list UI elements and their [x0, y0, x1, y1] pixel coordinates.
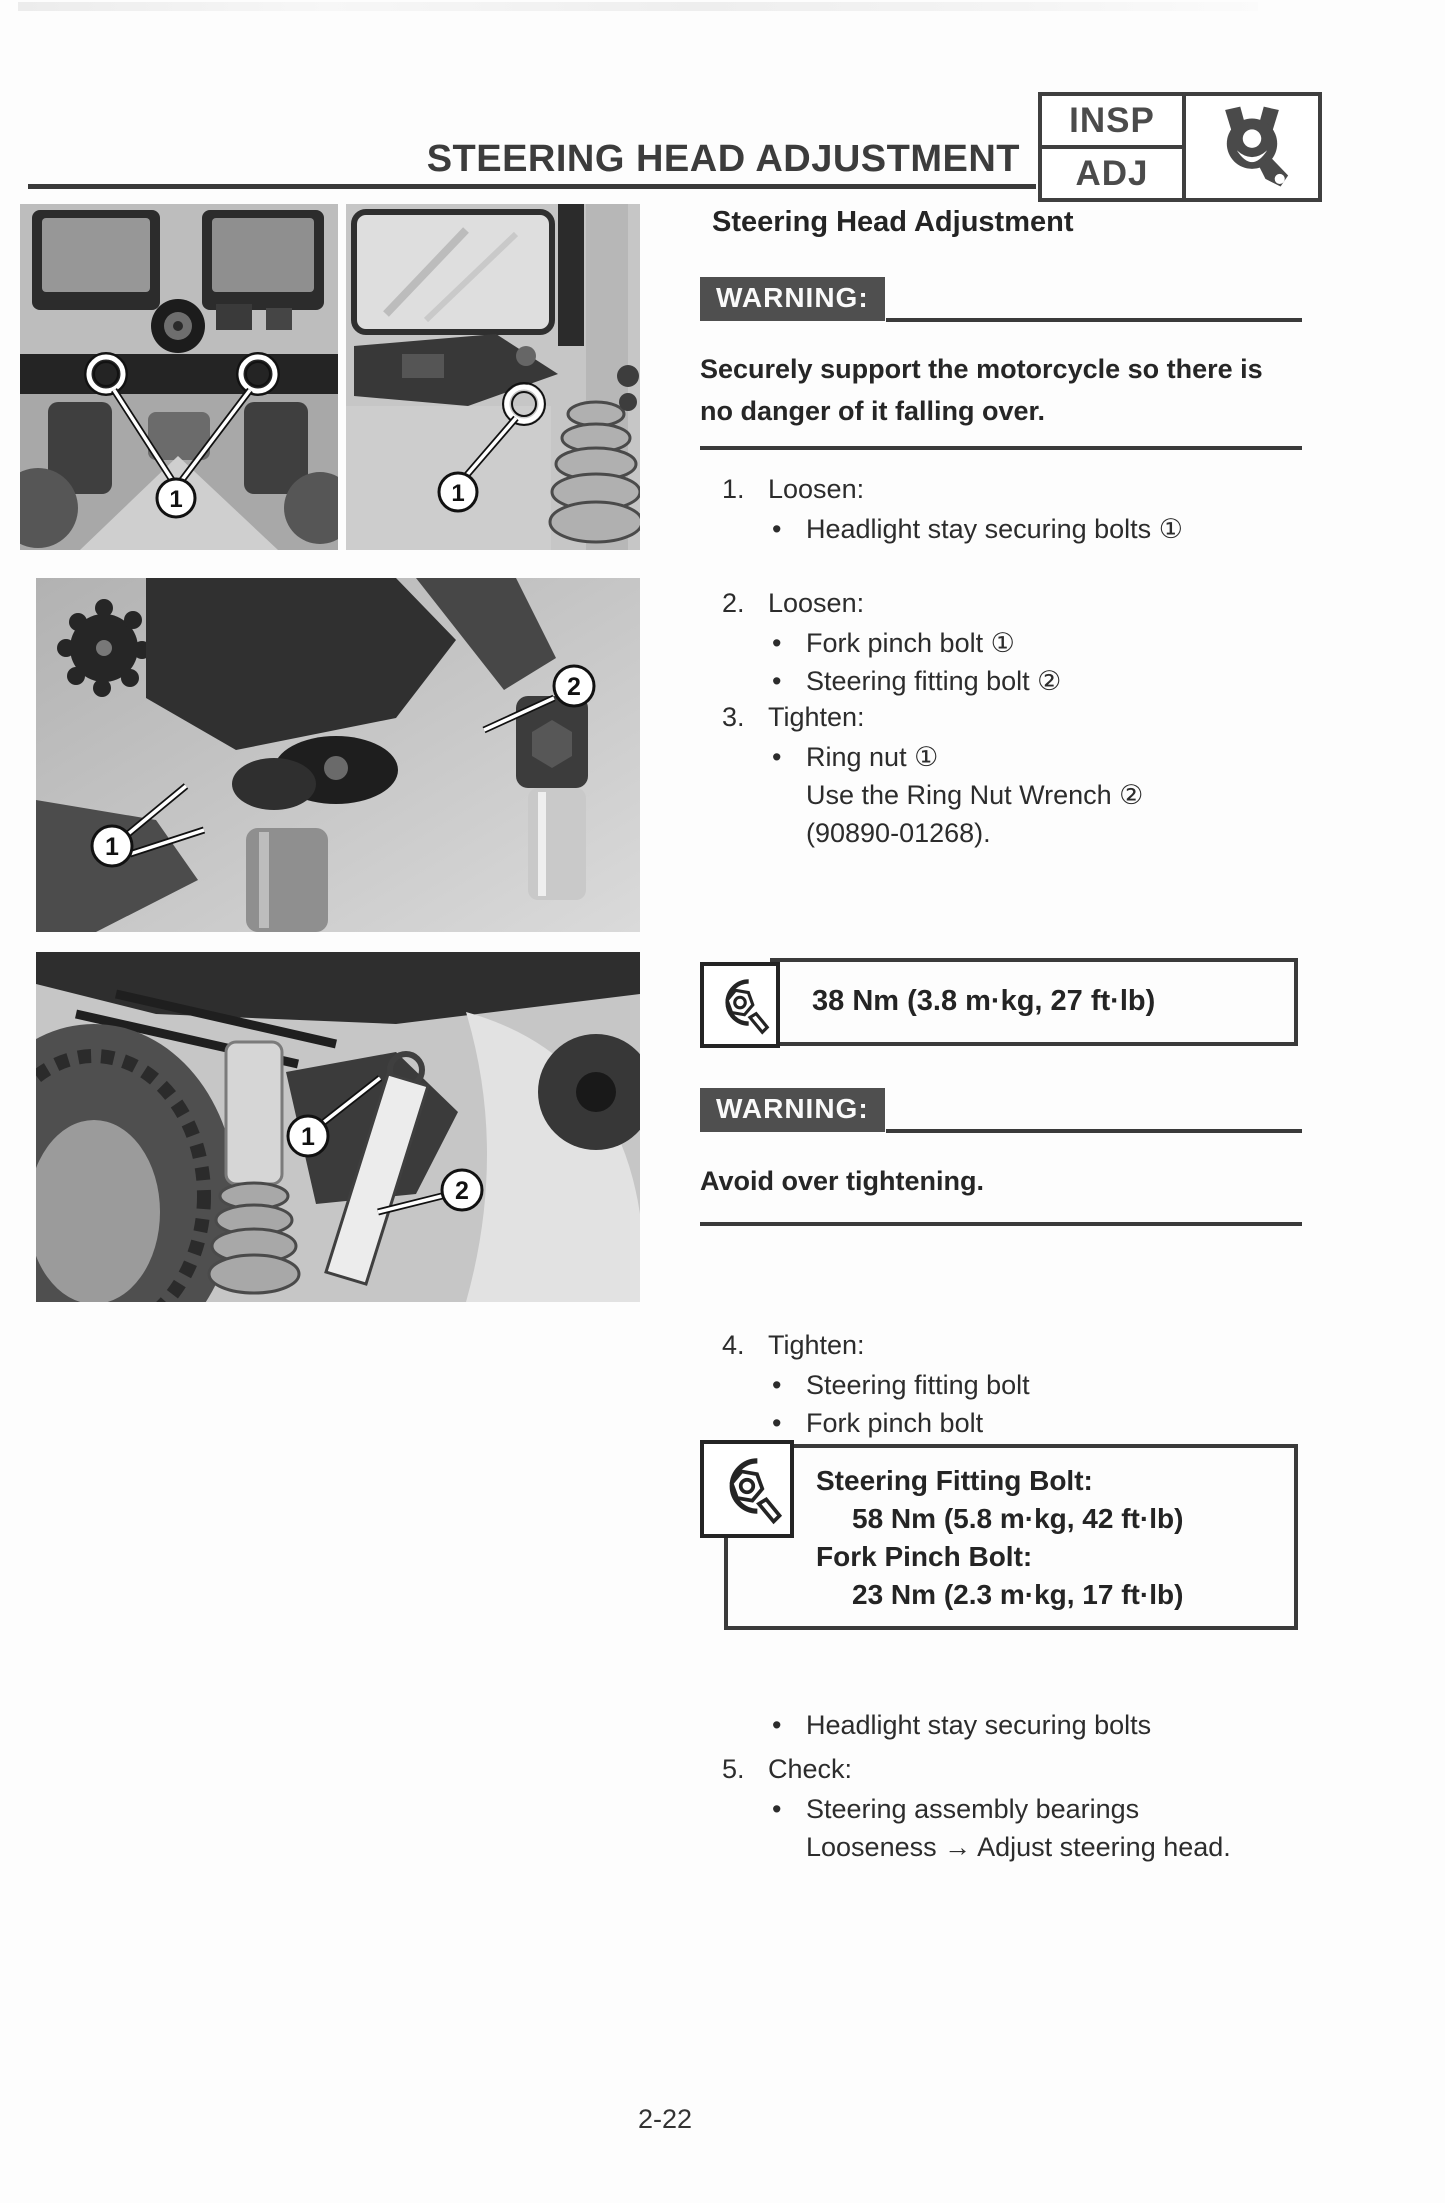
step-3-number: 3. [722, 702, 745, 732]
extra-bullet-item [772, 1710, 1151, 1741]
step-4-number: 4. [722, 1330, 745, 1360]
torque-2-value-2: 23 Nm (2.3 m·kg, 17 ft·lb) [852, 1579, 1184, 1610]
step-1-item-1-text: Headlight stay securing bolts ① [806, 514, 1183, 544]
step-5-sub-1: Looseness → Adjust steering head. [806, 1832, 1231, 1862]
badge-insp-label: INSP [1042, 96, 1182, 149]
step-2-item-2-text: Steering fitting bolt ② [806, 666, 1062, 696]
badge-adj-label: ADJ [1075, 153, 1149, 193]
warning2-top-rule [886, 1129, 1302, 1133]
bullet-icon: • [772, 514, 782, 544]
torque-spec-box-2 [700, 1440, 1298, 1630]
warning1-text [700, 348, 1320, 432]
warning2-bottom-rule [700, 1222, 1302, 1226]
extra-bullet-text: Headlight stay securing bolts [806, 1710, 1152, 1740]
photo4-marker-2 [442, 1170, 482, 1210]
bullet-icon: • [772, 1794, 782, 1824]
step-3-item-1-text: Ring nut ① [806, 742, 939, 772]
step-5 [722, 1754, 852, 1785]
torque-wrench-icon-1 [700, 962, 780, 1048]
step-4-action: Tighten: [768, 1330, 865, 1360]
step-5-item-1 [772, 1794, 1139, 1825]
page-title: STEERING HEAD ADJUSTMENT [426, 138, 1020, 180]
photo2-marker-1 [439, 473, 477, 511]
photo2-marker-label: 1 [451, 480, 465, 507]
bullet-icon: • [772, 742, 782, 772]
page-number: 2-22 [637, 2104, 693, 2134]
photo3-marker-2 [554, 666, 594, 706]
bullet-icon: • [772, 628, 782, 658]
step-4-item-2-text: Fork pinch bolt [806, 1408, 984, 1438]
step-3-item-1 [772, 742, 938, 773]
step-3-action: Tighten: [768, 702, 865, 732]
insp-adj-labels [1042, 96, 1186, 198]
torque-2-value-1: 58 Nm (5.8 m·kg, 42 ft·lb) [852, 1503, 1184, 1534]
bullet-icon: • [772, 1710, 782, 1740]
insp-adj-badge [1038, 92, 1322, 202]
step-2-item-1-text: Fork pinch bolt ① [806, 628, 1015, 658]
photo1-marker-label: 1 [169, 486, 183, 513]
photo4-marker1-label: 1 [301, 1123, 315, 1151]
wrench-badge-icon [1186, 96, 1318, 198]
photo-ring-nut-wrench [36, 952, 640, 1302]
step-2-item-2 [772, 666, 1061, 697]
step-5-action: Check: [768, 1754, 853, 1784]
step-4-item-2 [772, 1408, 983, 1439]
photo4-marker-1 [288, 1116, 328, 1156]
bullet-icon: • [772, 666, 782, 696]
photo3-marker-1 [92, 826, 132, 866]
photo3-marker1-label: 1 [105, 833, 119, 861]
step-3-sub-1: Use the Ring Nut Wrench ② [806, 780, 1144, 810]
photo3-marker2-label: 2 [567, 673, 581, 701]
step-5-item-1-text: Steering assembly bearings [806, 1794, 1140, 1824]
step-2-number: 2. [722, 588, 745, 618]
torque-2-label-1: Steering Fitting Bolt: [816, 1465, 1093, 1496]
step-5-number: 5. [722, 1754, 745, 1784]
warning1-line1: Securely support the motorcycle so there is [700, 354, 1263, 384]
step-4 [722, 1330, 865, 1361]
torque-spec-box-1 [700, 956, 1298, 1048]
torque-wrench-icon-2 [700, 1440, 794, 1538]
torque-value-1: 38 Nm (3.8 m·kg, 27 ft·lb) [812, 985, 1156, 1017]
step-2-item-1 [772, 628, 1015, 659]
step-1-action: Loosen: [768, 474, 865, 504]
header-rule [28, 184, 1036, 189]
step-4-item-1-text: Steering fitting bolt [806, 1370, 1030, 1400]
step-3 [722, 702, 865, 733]
step-2-action: Loosen: [768, 588, 865, 618]
warning-badge-2: WARNING: [700, 1088, 885, 1132]
photo-headlight-stay [346, 204, 640, 550]
torque-2-label-2: Fork Pinch Bolt: [816, 1541, 1033, 1572]
warning-badge-1: WARNING: [700, 277, 885, 321]
warning1-top-rule [886, 318, 1302, 322]
warning1-line2: no danger of it falling over. [700, 396, 1046, 426]
photo1-marker-1 [157, 479, 195, 517]
step-3-sub-2: (90890-01268). [806, 818, 991, 848]
photo-instrument-cluster [20, 204, 338, 550]
step-1-number: 1. [722, 474, 745, 504]
bullet-icon: • [772, 1408, 782, 1438]
scan-artifact-bar [18, 2, 1258, 11]
torque-2-lines [816, 1462, 1183, 1614]
section-heading: Steering Head Adjustment [712, 206, 1074, 238]
step-1 [722, 474, 864, 505]
warning1-bottom-rule [700, 446, 1302, 450]
step-2 [722, 588, 864, 619]
step-1-item-1 [772, 514, 1183, 545]
warning2-text: Avoid over tightening. [700, 1166, 985, 1196]
photo-steering-fitting-bolt [36, 578, 640, 932]
bullet-icon: • [772, 1370, 782, 1400]
step-4-item-1 [772, 1370, 1030, 1401]
photo4-marker2-label: 2 [455, 1177, 469, 1205]
